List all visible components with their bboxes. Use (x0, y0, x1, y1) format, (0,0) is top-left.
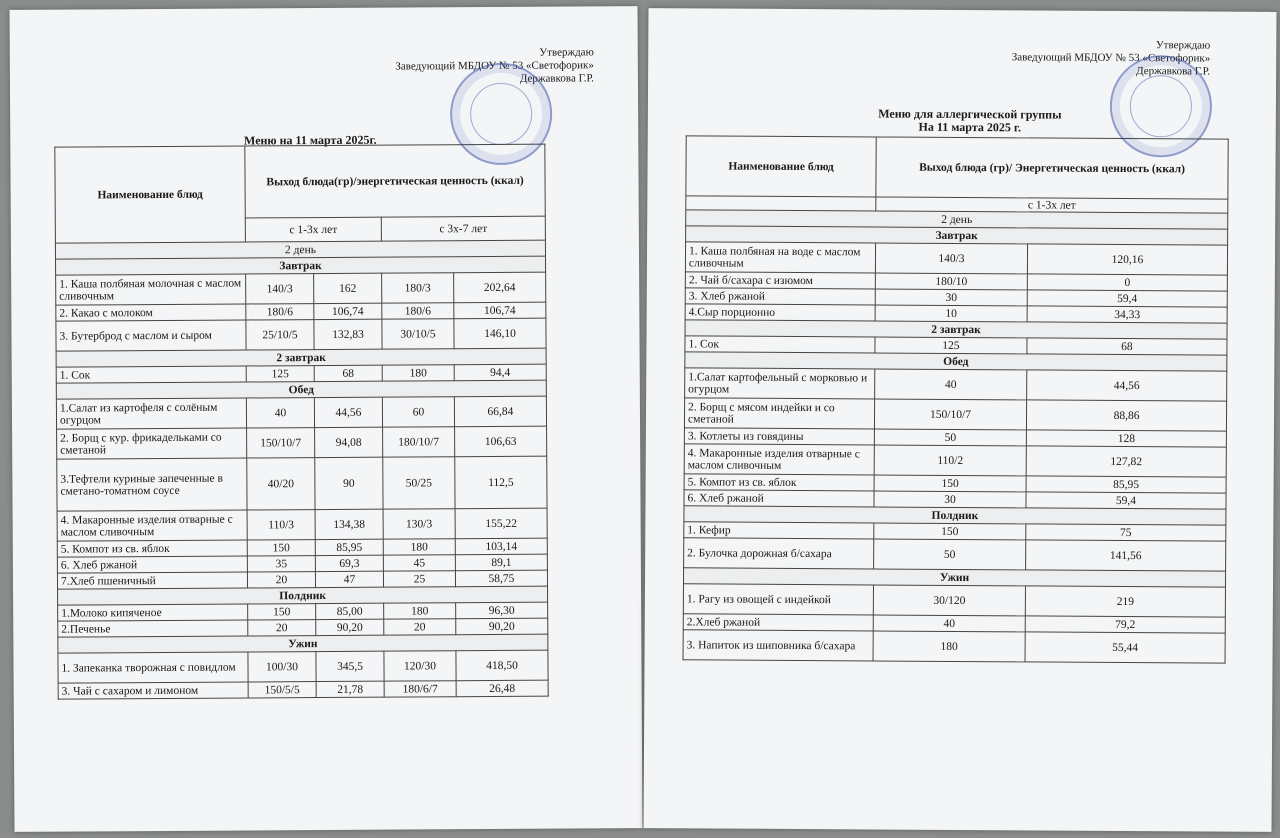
dish-name: 3. Чай с сахаром и лимоном (58, 682, 248, 699)
kcal-1-3: 90 (315, 457, 383, 509)
dish-name: 1. Сок (56, 366, 246, 383)
dish-name: 4.Сыр порционно (685, 304, 875, 321)
portion-1-3: 150 (247, 540, 315, 556)
dish-name: 1. Рагу из овощей с индейкой (683, 584, 873, 615)
dish-name: 3. Напиток из шиповника б/сахара (683, 630, 873, 661)
table-row (684, 538, 1226, 571)
portion-1-3: 50 (874, 429, 1026, 446)
kcal-1-3: 21,78 (316, 681, 384, 697)
approval-line: Утверждаю (1155, 39, 1211, 52)
header-age-3-7: с 3х-7 лет (381, 216, 545, 241)
kcal-3-7: 96,30 (456, 602, 548, 619)
dish-name: 2. Борщ с мясом индейки и со сметаной (684, 398, 874, 429)
kcal-1-3: 219 (1025, 586, 1225, 617)
kcal-1-3: 79,2 (1025, 616, 1225, 633)
dish-name: 1. Запеканка творожная с повидлом (58, 652, 248, 683)
dish-name: 2. Булочка дорожная б/сахара (684, 538, 874, 569)
portion-1-3: 125 (875, 337, 1027, 354)
portion-3-7: 60 (382, 397, 454, 427)
kcal-3-7: 89,1 (455, 554, 547, 571)
approval-line: Державкова Г.Р. (1136, 65, 1211, 78)
kcal-3-7: 155,22 (455, 508, 547, 539)
kcal-1-3: 88,86 (1026, 400, 1226, 431)
kcal-1-3: 94,08 (315, 427, 383, 457)
portion-1-3: 180/6 (246, 304, 314, 320)
portion-1-3: 30 (875, 289, 1027, 306)
kcal-1-3: 85,95 (1026, 476, 1226, 493)
section-title: Ужин (683, 568, 1225, 587)
left-menu-sheet (9, 6, 642, 832)
section-title: Ужин (58, 634, 548, 653)
kcal-3-7: 90,20 (456, 618, 548, 635)
approval-line: Заведующий МБДОУ № 53 «Светофорик» (395, 59, 594, 73)
table-row (685, 242, 1227, 275)
kcal-1-3: 59,4 (1027, 290, 1227, 307)
approval-line: Державкова Г.Р. (519, 72, 594, 85)
kcal-1-3: 55,44 (1025, 632, 1225, 663)
portion-3-7: 120/30 (384, 651, 456, 681)
portion-1-3: 30/120 (873, 585, 1025, 616)
portion-3-7: 30/10/5 (382, 319, 454, 349)
portion-1-3: 150/10/7 (247, 428, 315, 458)
section-title: 2 завтрак (685, 320, 1227, 339)
portion-1-3: 20 (247, 572, 315, 588)
dish-name: 3. Котлеты из говядины (684, 428, 874, 445)
kcal-1-3: 69,3 (315, 555, 383, 571)
table-row (683, 630, 1225, 663)
portion-1-3: 40 (873, 615, 1025, 632)
approval-line: Заведующий МБДОУ № 53 «Светофорик» (1011, 51, 1211, 65)
kcal-3-7: 112,5 (455, 456, 547, 509)
kcal-1-3: 44,56 (314, 397, 382, 427)
section-title: Завтрак (56, 256, 546, 275)
header-output: Выход блюда (гр)/ Энергетическая ценность (ккал) (876, 137, 1228, 199)
section-title: Полдник (684, 506, 1226, 525)
kcal-1-3: 128 (1026, 430, 1226, 447)
portion-1-3: 180 (873, 631, 1025, 662)
section-title: Обед (685, 352, 1227, 371)
section-title: Обед (56, 380, 546, 399)
table-row (58, 650, 548, 683)
dish-name: 2.Хлеб ржаной (683, 614, 873, 631)
portion-1-3: 140/3 (875, 243, 1027, 274)
table-row (56, 396, 546, 429)
portion-3-7: 130/3 (383, 509, 455, 539)
header-age-1-3: с 1-3х лет (245, 217, 381, 242)
portion-1-3: 20 (248, 620, 316, 636)
kcal-1-3: 44,56 (1027, 370, 1227, 401)
kcal-1-3: 141,56 (1026, 540, 1226, 571)
portion-1-3: 50 (874, 539, 1026, 570)
portion-1-3: 10 (875, 305, 1027, 322)
menu-table (54, 144, 548, 700)
menu-title-line: На 11 марта 2025 г. (918, 119, 1022, 135)
header-dish-name: Наименование блюд (55, 146, 246, 243)
portion-1-3: 25/10/5 (246, 320, 314, 350)
portion-1-3: 150/5/5 (248, 682, 316, 698)
dish-name: 1. Каша полбяная молочная с маслом сливочным (56, 274, 246, 305)
menu-title-line: Меню для аллергической группы (878, 106, 1062, 122)
dish-name: 6. Хлеб ржаной (57, 556, 247, 573)
kcal-1-3: 345,5 (316, 651, 384, 681)
portion-3-7: 180/6 (382, 303, 454, 319)
portion-1-3: 30 (874, 491, 1026, 508)
portion-1-3: 125 (246, 366, 314, 382)
kcal-1-3: 85,95 (315, 539, 383, 555)
portion-3-7: 45 (383, 555, 455, 571)
table-row (685, 368, 1227, 401)
portion-3-7: 50/25 (383, 457, 455, 509)
table-row (58, 680, 548, 699)
portion-1-3: 100/30 (248, 652, 316, 682)
kcal-3-7: 58,75 (455, 570, 547, 587)
table-row (57, 426, 547, 459)
section-title: 2 завтрак (56, 348, 546, 367)
portion-1-3: 150 (248, 604, 316, 620)
table-row (56, 318, 546, 351)
kcal-1-3: 47 (315, 571, 383, 587)
header-blank (686, 196, 876, 211)
table-row (684, 444, 1226, 477)
dish-name: 2. Чай б/сахара с изюмом (685, 272, 875, 289)
portion-1-3: 40 (875, 369, 1027, 400)
portion-3-7: 20 (384, 619, 456, 635)
table-row (683, 584, 1225, 617)
dish-name: 3. Хлеб ржаной (685, 288, 875, 305)
kcal-1-3: 75 (1026, 524, 1226, 541)
dish-name: 5. Компот из св. яблок (684, 474, 874, 491)
portion-1-3: 150/10/7 (874, 399, 1026, 430)
kcal-3-7: 146,10 (454, 318, 546, 349)
header-dish-name: Наименование блюд (686, 136, 876, 197)
portion-1-3: 150 (874, 523, 1026, 540)
day-label: 2 день (686, 210, 1228, 229)
kcal-1-3: 134,38 (315, 509, 383, 539)
kcal-3-7: 94,4 (454, 364, 546, 381)
portion-1-3: 110/3 (247, 510, 315, 540)
kcal-3-7: 106,63 (455, 426, 547, 457)
table-row (57, 508, 547, 541)
menu-title (830, 107, 1110, 135)
header-output: Выход блюда(гр)/энергетическая ценность (ккал) (245, 144, 545, 218)
portion-3-7: 25 (383, 571, 455, 587)
dish-name: 2. Какао с молоком (56, 304, 246, 321)
menu-title: Меню на 11 марта 2025г. (243, 132, 377, 148)
kcal-3-7: 106,74 (454, 302, 546, 319)
dish-name: 5. Компот из св. яблок (57, 540, 247, 557)
dish-name: 4. Макаронные изделия отварные с маслом сливочным (684, 444, 874, 475)
portion-3-7: 180 (383, 539, 455, 555)
kcal-1-3: 34,33 (1027, 306, 1227, 323)
allergy-menu-table (683, 135, 1229, 663)
table-row (684, 398, 1226, 431)
portion-3-7: 180/3 (382, 273, 454, 303)
kcal-1-3: 68 (1027, 338, 1227, 355)
dish-name: 1.Молоко кипяченое (58, 604, 248, 621)
kcal-3-7: 202,64 (454, 272, 546, 303)
portion-1-3: 180/10 (875, 273, 1027, 290)
header-age-1-3: с 1-3х лет (876, 197, 1228, 213)
portion-3-7: 180 (384, 603, 456, 619)
kcal-1-3: 106,74 (314, 303, 382, 319)
dish-name: 6. Хлеб ржаной (684, 490, 874, 507)
portion-1-3: 110/2 (874, 445, 1026, 476)
dish-name: 2.Печенье (58, 620, 248, 637)
table-row (56, 272, 546, 305)
portion-3-7: 180/10/7 (383, 427, 455, 457)
kcal-1-3: 127,82 (1026, 446, 1226, 477)
kcal-1-3: 0 (1027, 274, 1227, 291)
portion-1-3: 40 (246, 398, 314, 428)
kcal-3-7: 26,48 (456, 680, 548, 697)
day-label: 2 день (55, 240, 545, 259)
dish-name: 3.Тефтели куриные запеченные в сметано-томатном соусе (57, 458, 247, 511)
dish-name: 1. Каша полбяная на воде с маслом сливочным (685, 242, 875, 273)
dish-name: 4. Макаронные изделия отварные с маслом сливочным (57, 510, 247, 541)
kcal-1-3: 85,00 (316, 603, 384, 619)
dish-name: 1. Кефир (684, 522, 874, 539)
kcal-3-7: 103,14 (455, 538, 547, 555)
kcal-3-7: 66,84 (454, 396, 546, 427)
section-title: Завтрак (686, 226, 1228, 245)
kcal-1-3: 59,4 (1026, 492, 1226, 509)
allergy-menu-sheet (644, 8, 1277, 832)
dish-name: 1. Сок (685, 336, 875, 353)
section-title: Полдник (58, 586, 548, 605)
kcal-1-3: 162 (314, 273, 382, 303)
dish-name: 7.Хлеб пшеничный (57, 572, 247, 589)
table-row (57, 456, 547, 511)
kcal-1-3: 68 (314, 365, 382, 381)
kcal-3-7: 418,50 (456, 650, 548, 681)
portion-3-7: 180 (382, 365, 454, 381)
kcal-1-3: 120,16 (1027, 244, 1227, 275)
portion-1-3: 35 (247, 556, 315, 572)
dish-name: 2. Борщ с кур. фрикадельками со сметаной (57, 428, 247, 459)
portion-1-3: 40/20 (247, 458, 315, 510)
dish-name: 1.Салат картофельный с морковью и огурцом (685, 368, 875, 399)
portion-1-3: 140/3 (246, 274, 314, 304)
kcal-1-3: 90,20 (316, 619, 384, 635)
dish-name: 1.Салат из картофеля с солёным огурцом (56, 398, 246, 429)
approval-line: Утверждаю (539, 46, 594, 59)
kcal-1-3: 132,83 (314, 319, 382, 349)
dish-name: 3. Бутерброд с маслом и сыром (56, 320, 246, 351)
portion-1-3: 150 (874, 475, 1026, 492)
portion-3-7: 180/6/7 (384, 681, 456, 697)
